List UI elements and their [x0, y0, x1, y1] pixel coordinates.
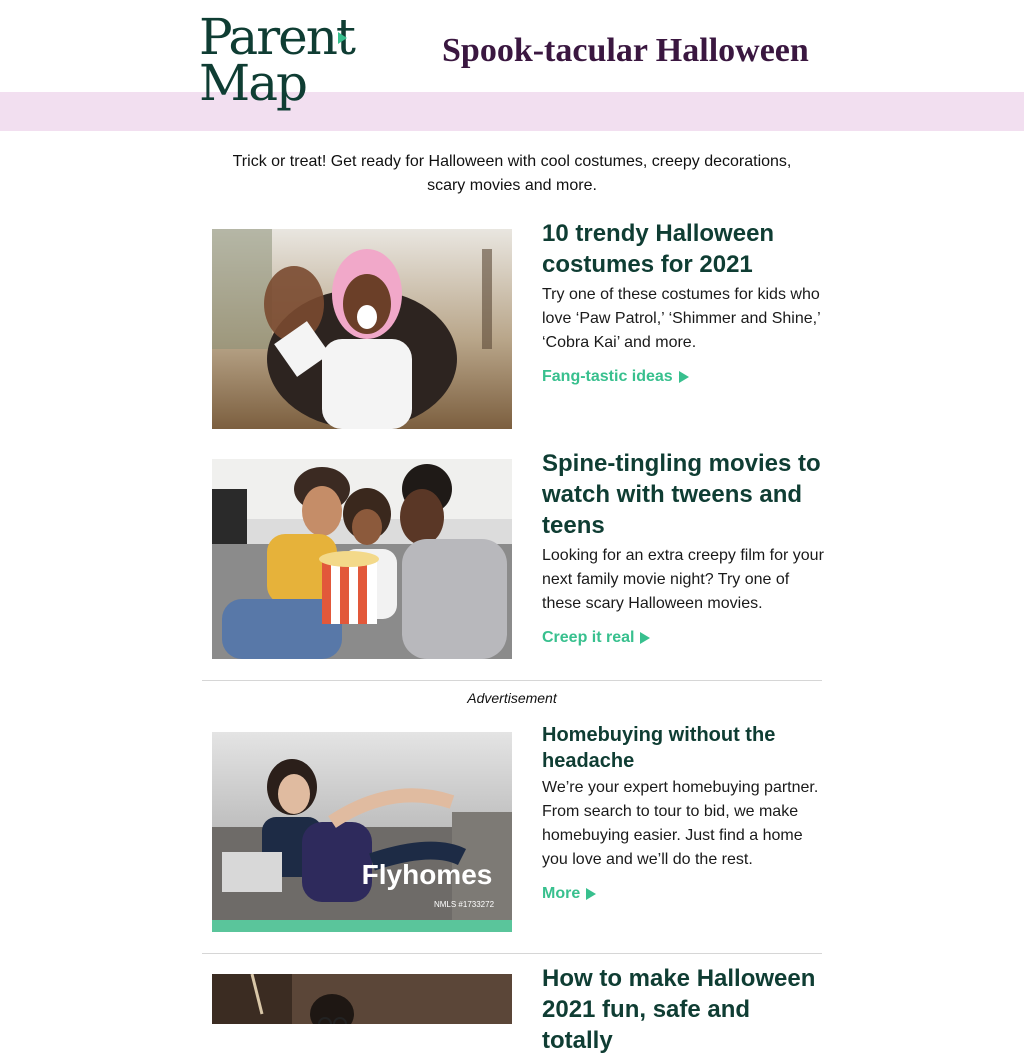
cta-label: More [542, 885, 581, 902]
article-title[interactable]: How to make Halloween 2021 fun, safe and totally [542, 965, 816, 1054]
movies-article [542, 448, 827, 650]
flyhomes-brand-text: Flyhomes [361, 859, 493, 890]
cta-label: Creep it real [542, 629, 635, 646]
ad-description: We’re your expert homebuying partner. From search to tour to bid, we make homebuying easier. Just find a home you love and we’ll do the rest. [542, 779, 819, 868]
article-description: Try one of these costumes for kids who love ‘Paw Patrol,’ ‘Shimmer and Shine,’ ‘Cobra Kai’ and more. [542, 286, 821, 351]
divider [202, 953, 822, 954]
logo-play-icon [338, 32, 347, 44]
movies-article-image[interactable] [212, 459, 512, 659]
divider [202, 680, 822, 681]
article-description: Looking for an extra creepy film for your next family movie night? Try one of these scary Halloween movies. [542, 547, 824, 612]
flyhomes-license-text: NMLS #1733272 [433, 900, 495, 909]
play-arrow-icon [679, 371, 689, 383]
costume-article [542, 218, 827, 389]
advertisement-article [542, 722, 827, 906]
flyhomes-ad-image[interactable] [212, 732, 512, 932]
article-title[interactable]: 10 trendy Halloween costumes for 2021 [542, 220, 775, 278]
logo-word-map: Map [199, 54, 307, 112]
article-title[interactable]: Spine-tingling movies to watch with tweens and teens [542, 450, 821, 539]
play-arrow-icon [586, 888, 596, 900]
article-cta-link[interactable] [542, 626, 650, 650]
newsletter-headline: Spook-tacular Halloween [442, 32, 809, 69]
ad-title[interactable]: Homebuying without the headache [542, 724, 776, 772]
article-cta-link[interactable] [542, 365, 689, 389]
parentmap-logo[interactable] [199, 8, 359, 124]
play-arrow-icon [640, 632, 650, 644]
ad-cta-link[interactable] [542, 882, 596, 906]
advertisement-label: Advertisement [467, 690, 557, 706]
header-band [0, 92, 1024, 131]
halloween-safety-article [542, 963, 827, 1056]
halloween-safety-article-image[interactable] [212, 974, 512, 1024]
intro-text: Trick or treat! Get ready for Halloween with cool costumes, creepy decorations, scary movies and more. [232, 153, 792, 194]
costume-article-image[interactable] [212, 229, 512, 429]
logo-word-parent: Parent [199, 8, 354, 66]
cta-label: Fang-tastic ideas [542, 368, 673, 385]
